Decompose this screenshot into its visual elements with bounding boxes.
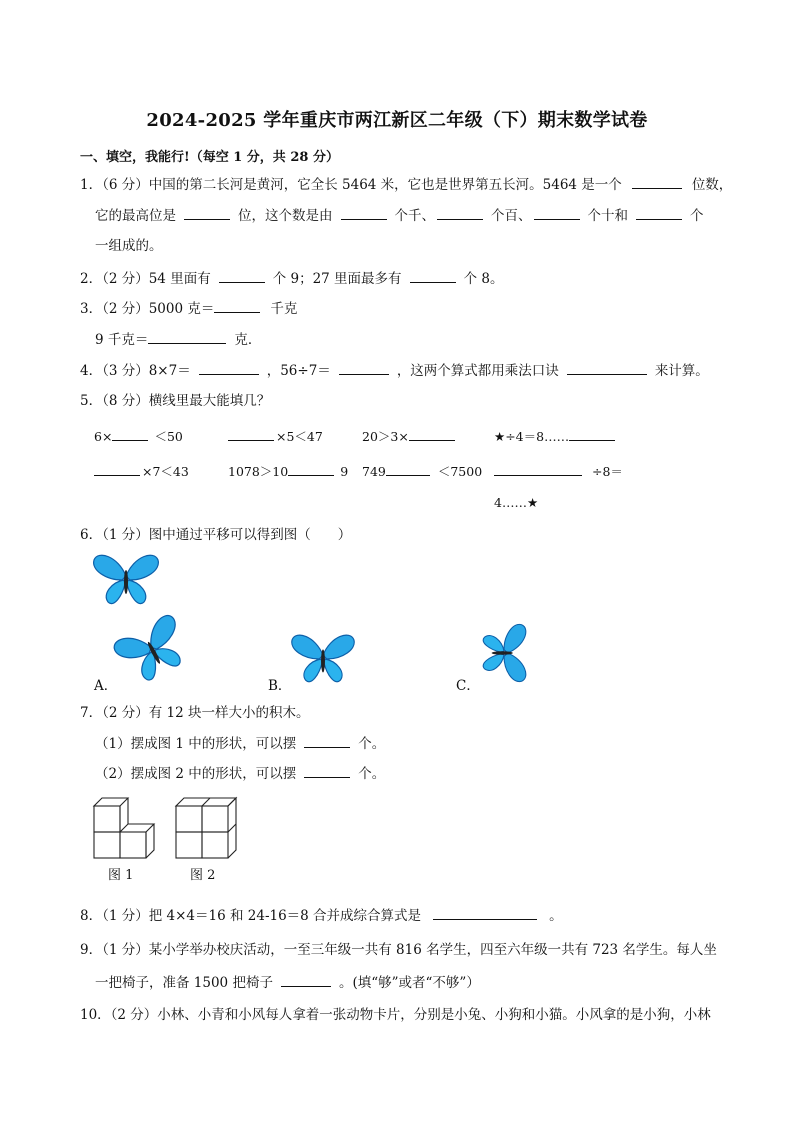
figure-2-caption: 图 2 xyxy=(190,868,216,883)
question-7-part-2 xyxy=(95,763,385,784)
question-8 xyxy=(80,905,563,926)
blocks-figure-1 xyxy=(92,796,158,860)
question-10-line-1: 10．（2 分）小林、小青和小风每人拿着一张动物卡片，分别是小兔、小狗和小猫。小风拿的是小狗，小林 xyxy=(80,1007,711,1023)
butterfly-option-b-image[interactable] xyxy=(290,632,356,686)
q1-text-e: 个千、 xyxy=(394,208,435,224)
answer-blank[interactable] xyxy=(410,268,456,283)
answer-blank[interactable] xyxy=(304,733,350,748)
section-heading-fill-in: 一、填空，我能行!（每空 1 分，共 28 分） xyxy=(80,150,339,165)
answer-blank[interactable] xyxy=(632,174,682,189)
q5-item-3 xyxy=(362,426,455,447)
butterfly-option-c-image[interactable] xyxy=(474,620,534,686)
q5-text: 749 xyxy=(362,464,386,479)
q5-item-8-remainder: 4……★ xyxy=(494,495,539,510)
q5-item-6 xyxy=(228,461,348,482)
answer-blank[interactable] xyxy=(386,461,430,476)
q8-text-a: 8．（1 分）把 4×4＝16 和 24-16＝8 合并成综合算式是 xyxy=(80,908,422,924)
q5-text: ×5＜47 xyxy=(276,429,323,444)
answer-blank[interactable] xyxy=(214,298,260,313)
q5-text: ×7＜43 xyxy=(142,464,189,479)
question-3-line-2 xyxy=(95,329,261,350)
answer-blank[interactable] xyxy=(409,426,455,441)
q3-text-a: 3．（2 分）5000 克＝ xyxy=(80,301,215,317)
q5-text: ★÷4＝8…… xyxy=(494,429,570,444)
answer-blank[interactable] xyxy=(148,329,226,344)
q1-text-b: 位数， xyxy=(691,177,733,193)
question-7-stem: 7．（2 分）有 12 块一样大小的积木。 xyxy=(80,705,310,721)
q5-text: 1078＞10 xyxy=(228,464,289,479)
answer-blank[interactable] xyxy=(112,426,148,441)
option-a-label[interactable]: A． xyxy=(94,678,118,694)
q1-text-h: 个 xyxy=(690,208,704,224)
question-7-part-1 xyxy=(95,733,385,754)
q3-text-d: 克． xyxy=(234,332,262,348)
answer-blank[interactable] xyxy=(219,268,265,283)
q7-text-c: （2）摆成图 2 中的形状，可以摆 xyxy=(95,766,297,782)
q9-text-a: 一把椅子，准备 1500 把椅子 xyxy=(95,975,273,991)
answer-blank[interactable] xyxy=(494,461,582,476)
q7-text-b: 个。 xyxy=(358,736,386,752)
q1-text-a: 1．（6 分）中国的第二长河是黄河，它全长 5464 米，它也是世界第五长河。5464 是一个 xyxy=(80,177,622,193)
q2-text-a: 2．（2 分）54 里面有 xyxy=(80,271,211,287)
answer-blank[interactable] xyxy=(339,360,389,375)
q7-text-a: （1）摆成图 1 中的形状，可以摆 xyxy=(95,736,297,752)
answer-blank[interactable] xyxy=(341,205,387,220)
question-6-stem: 6．（1 分）图中通过平移可以得到图（ ） xyxy=(80,527,352,543)
q9-text-b: 。(填“够”或者“不够”） xyxy=(338,975,480,991)
q2-text-b: 个 9；27 里面最多有 xyxy=(272,271,402,287)
page-title: 2024-2025 学年重庆市两江新区二年级（下）期末数学试卷 xyxy=(146,110,648,131)
q7-text-d: 个。 xyxy=(358,766,386,782)
q5-item-5 xyxy=(94,461,189,482)
question-9-line-2 xyxy=(95,972,480,993)
butterfly-option-a-image[interactable] xyxy=(118,618,188,684)
answer-blank[interactable] xyxy=(184,205,230,220)
q5-item-2 xyxy=(228,426,323,447)
blocks-figure-2 xyxy=(174,796,240,860)
q5-item-4 xyxy=(494,426,615,447)
answer-blank[interactable] xyxy=(199,360,259,375)
q4-text-d: 来计算。 xyxy=(654,363,709,379)
question-2 xyxy=(80,268,503,289)
butterfly-original-image xyxy=(92,552,160,608)
question-9-line-1: 9．（1 分）某小学举办校庆活动，一至三年级一共有 816 名学生，四至六年级一共有 723 名学生。每人坐 xyxy=(80,942,717,958)
q5-text: ＜50 xyxy=(154,429,183,444)
q5-text: ÷8＝ xyxy=(592,464,623,479)
q2-text-c: 个 8。 xyxy=(463,271,504,287)
answer-blank[interactable] xyxy=(288,461,334,476)
answer-blank[interactable] xyxy=(569,426,615,441)
q3-text-c: 9 千克＝ xyxy=(95,332,149,348)
q5-text: ＜7500 xyxy=(437,464,483,479)
q1-text-f: 个百、 xyxy=(491,208,532,224)
answer-blank[interactable] xyxy=(636,205,682,220)
question-1-line-1 xyxy=(80,174,732,195)
q5-item-7 xyxy=(362,461,482,482)
q1-text-c: 它的最高位是 xyxy=(95,208,176,224)
q4-text-a: 4．（3 分）8×7＝ xyxy=(80,363,191,379)
question-1-line-3: 一组成的。 xyxy=(95,238,163,254)
answer-blank[interactable] xyxy=(304,763,350,778)
question-1-line-2 xyxy=(95,205,704,226)
q1-text-g: 个十和 xyxy=(587,208,628,224)
question-3-line-1 xyxy=(80,298,297,319)
option-c-label[interactable]: C． xyxy=(456,678,480,694)
question-5-stem: 5．（8 分）横线里最大能填几？ xyxy=(80,393,271,409)
q5-text: 6× xyxy=(94,429,113,444)
q5-item-1 xyxy=(94,426,183,447)
answer-blank[interactable] xyxy=(281,972,331,987)
figure-1-caption: 图 1 xyxy=(108,868,134,883)
answer-blank[interactable] xyxy=(228,426,274,441)
q4-text-c: ，这两个算式都用乘法口诀 xyxy=(396,363,559,379)
answer-blank[interactable] xyxy=(433,905,537,920)
answer-blank[interactable] xyxy=(567,360,647,375)
q4-text-b: ，56÷7＝ xyxy=(266,363,331,379)
option-b-label[interactable]: B． xyxy=(268,678,292,694)
q5-item-8 xyxy=(494,461,623,482)
answer-blank[interactable] xyxy=(94,461,140,476)
answer-blank[interactable] xyxy=(437,205,483,220)
q3-text-b: 千克 xyxy=(270,301,298,317)
question-4 xyxy=(80,360,709,381)
q1-text-d: 位，这个数是由 xyxy=(238,208,333,224)
q5-text: 9 xyxy=(340,464,349,479)
q5-text: 20＞3× xyxy=(362,429,409,444)
q8-text-b: 。 xyxy=(549,908,563,924)
answer-blank[interactable] xyxy=(534,205,580,220)
